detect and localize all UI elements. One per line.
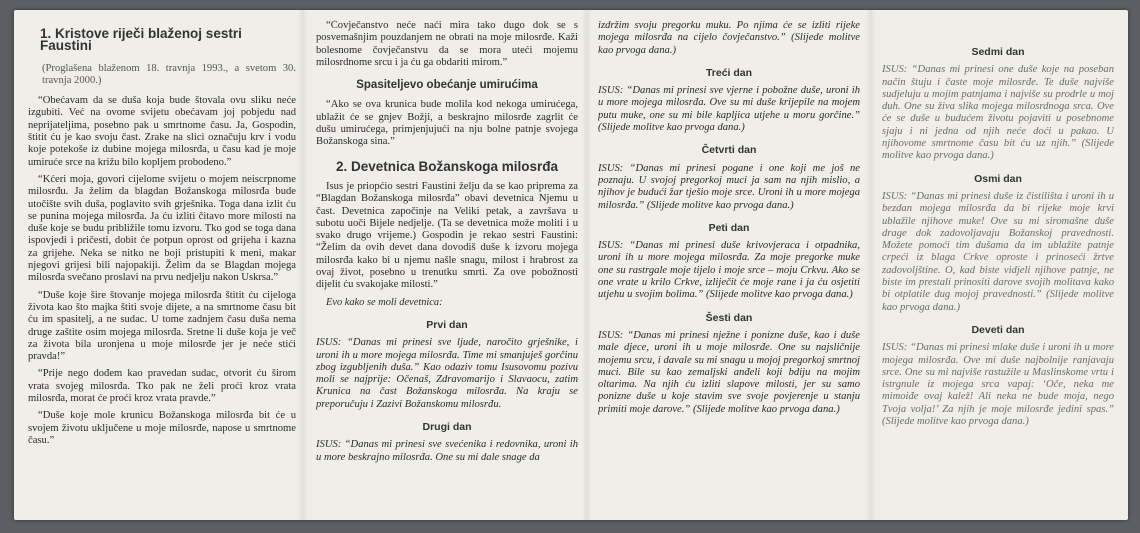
canonization-note: (Proglašena blaženom 18. travnja 1993., a svetom 30. travnja 2000.)	[42, 62, 296, 86]
fold-line	[582, 10, 592, 520]
novena-intro: Isus je priopćio sestri Faustini želju da se kao priprema za “Blagdan Božanskoga milosrđa” obavi devetnica Njemu u čast. Devetnica započinje na Veliki petak, a završava u subotu uoči Bijele nedjelje. (Ta se devetnica može moliti i u svako drugo vrijeme.) Gospodin je rekao sestri Faustini: “Želim da ovih devet dana dovodiš duše k izvoru mojega milosrđa kako bi u njemu našle snagu, milost i hrabrost za ovaj život, posebno u trenutku smrti. Za ove pobožnosti dijelit ću svakojake milosti.”	[316, 180, 578, 291]
day-heading: Šesti dan	[705, 311, 753, 324]
dying-promise-paragraph: “Ako se ova krunica bude molila kod nekoga umirućega, ublažit će se gnjev Božji, a beskrajno milosrđe zagrlit će dušu umirućega, primjenjujući na nju bolne patnje svojega Božanskoga sina.”	[316, 99, 578, 148]
day-text: ISUS: “Danas mi prinesi sve svećenika i redovnika, uroni ih u more beskrajno milosrđa. One su mi dale snage da	[316, 439, 578, 463]
panel-3	[598, 20, 860, 512]
section-title-1: 1. Kristove riječi blaženoj sestri Faustini	[40, 26, 242, 54]
day-text: ISUS: “Danas mi prinesi mlake duše i uroni ih u more mojega milosrđa. Ove mi duše najbolnije ranjavaju srce. One su mi najviše rastužile u Maslinskome vrtu i istrgnule iz mojega srca vapaj: ‘Oče, neka me mimoiđe ovaj kalež! Ali neka ne bude moja, nego Tvoja volja!’ Za njih je moje milosrđe jedini spas.” (Slijede molitve kao prvoga dana.)	[882, 342, 1114, 428]
dying-promise-heading: Spasiteljevo obećanje umirućima	[356, 79, 538, 92]
section-title-2: 2. Devetnica Božanskoga milosrđa	[335, 158, 559, 174]
leaflet-sheet	[14, 10, 1128, 520]
day-heading: Drugi dan	[422, 421, 472, 434]
fold-line	[866, 10, 876, 520]
day-text: ISUS: “Danas mi prinesi nježne i ponizne duše, kao i duše male djece, uroni ih u moje milosrđe. One su najsličnije mojemu srcu, i davale su mi snagu u mojoj pregorkoj smrtnoj muci. Bile su kao zemaljski anđeli koji bdiju na mojim oltarima. Na njih ću izliti slapove milosti, jer su samo ponizne duše u koje stavim sve svoje povjerenje u stanju primiti moje darove.” (Slijede molitve kao prvoga dana.)	[598, 329, 860, 415]
mercy-paragraph: “Čovječanstvo neće naći mira tako dugo dok se s posvemašnjim pouzdanjem ne obrati na moje milosrđe. Kaži bolesnome čovječanstvu da se mora uteći mojemu milosrdnome srcu i ja ću ga obdariti mirom.”	[316, 20, 578, 68]
day-heading: Treći dan	[705, 66, 753, 79]
day-heading: Sedmi dan	[971, 46, 1025, 58]
day-heading: Peti dan	[708, 221, 750, 234]
day-text: ISUS: “Danas mi prinesi pogane i one koji me još ne poznaju. U svojoj pregorkoj muci ja sam na njih mislio, a njihov je budući žar tješio moje srce. Uroni ih u more mojega milosrđa.” (Slijede molitve kao prvoga dana.)	[598, 162, 860, 211]
day-heading: Četvrti dan	[701, 144, 757, 157]
day-text: ISUS: “Danas mi prinesi duše iz čistilišta i uroni ih u bezdan mojega milosrđa da bi rijeke moje krvi ublažile njihove muke! Ove su mi siromašne duše drage dok zadovoljavaju Božanskoj pravednosti. Možete pomoći tim dušama da im ublažite patnje crpeći iz blaga Crkve oproste i prinoseći žrtve zadovoljštine. O, kad biste vidjeli njihove patnje, ne biste im prestali prinositi darove svojih molitava kako bi otplatile dug mojoj pravednosti.” (Slijede molitve kao prvoga dana.)	[882, 190, 1114, 313]
promise-paragraph: “Duše koje mole krunicu Božanskoga milosrđa bit će u svojem životu uključene u moje milosrđe, napose u smrtnome času.”	[28, 410, 296, 446]
promise-paragraph: “Duše koje šire štovanje mojega milosrđa štitit ću cijeloga života kao što majka štiti svoje dijete, a na smrtnome času bit ću im spasitelj, a ne sudac. U tome zadnjem času duša nema druge zaštite osim mojega milosrđa. Sretne li duše koja je več za života bila uronjena u moje milosrđe jer je neće stići pravda!”	[28, 289, 296, 363]
promise-paragraph: “Obećavam da se duša koja bude štovala ovu sliku neće izgubiti. Već na ovome svijetu obećavam joj pobjedu nad neprijateljima, posebno pak u smrtnome času. Ja, Gospodin, štitit ću je kao svoju čast. Zrake na slici označuju krv i vodu koje potekoše iz dubine mojega milosrđa, u času kad je moje umiruće srce na križu bilo kopljem probodeno.”	[28, 95, 296, 168]
fold-line	[298, 10, 308, 520]
promise-paragraph: “Kćeri moja, govori cijelome svijetu o mojem neiscrpnome milosrđu. Ja želim da blagdan Božanskoga milosrđa bude utočište svih duša, poglavito svih grješnika. Toga dana izlit ću se punina mojega milosrđa. Ja ću izliti čitavo more milosti na duše koje se budu približile tomu izvoru. Tko god se toga dana ispovjedi i pričesti, dobit će potpun oprost od grijeha i kazna za grijehe. Neka se nitko ne boji pristupiti k meni, makar njegovi grijesi bili najopakiji. Želim da se Blagdan mojega milosrđa svečano proslavi na prvu nedjelju nakon Uskrsa.”	[28, 173, 296, 284]
day-heading: Osmi dan	[974, 172, 1022, 185]
day-text: ISUS: “Danas mi prinesi sve vjerne i pobožne duše, uroni ih u more mojega milosrđa. Ove su mi duše krijepile na mojem putu muke, one su mi bile kapljica utjehe u moru gorčine.” (Slijede molitve kao prvoga dana.)	[598, 85, 860, 134]
panel-1	[28, 20, 296, 512]
day-text-continued: izdržim svoju pregorku muku. Po njima će se izliti rijeke mojega milosrđa na cijelo čovječanstvo.” (Slijede molitve kao prvoga dana.)	[598, 20, 860, 56]
day-heading: Prvi dan	[426, 318, 468, 331]
day-text: ISUS: “Danas mi prinesi sve ljude, naročito grješnike, i uroni ih u more mojega milosrđa. Time mi smanjuješ gorčinu zbog izgubljenih duša.” Kao odaziv tomu Isusovomu pozivu moli se najprije: Očenaš, Zdravomarijo i Slavaocu, zatim Krunica na čast Božanskoga milosrđa. Na kraju se preporučuju i Zazivi Božanskomu milosrđu.	[316, 337, 578, 410]
how-to-pray-label: Evo kako se moli devetnica:	[326, 296, 443, 308]
day-heading: Deveti dan	[971, 323, 1025, 336]
promise-paragraph: “Prije nego dođem kao pravedan sudac, otvorit ću širom vrata svojeg milosrđa. Tko pak ne želi proći kroz vrata milosrđa, morat će proći kroz vrata pravde.”	[28, 368, 296, 405]
panel-2	[316, 20, 578, 512]
panel-4	[882, 20, 1114, 512]
day-text: ISUS: “Danas mi prinesi duše krivovjeraca i otpadnika, uroni ih u more mojega milosrđa. Za moje pregorke muke one su rastrgale moje tijelo i moje srce – moju Crkvu. Ako se one vrate u krilo Crkve, izliječit će moje rane i ja ću osjetiti utjehu u svojim bolima.” (Slijede molitve kao prvoga dana.)	[598, 240, 860, 301]
day-text: ISUS: “Danas mi prinesi one duše koje na poseban način štuju i časte moje milosrđe. Te duše najviše sudjeluju u mojim patnjama i najviše su prodrle u moj duh. One su živa slika mojega milosrdnoga srca. Ove će se duše u budućem životu pojaviti u posebnome sjaju i ni jedna od njih neće doći u pakao. U njihovome smrtnome času bit ću uz njih.” (Slijede molitve kao prvoga dana.)	[882, 64, 1114, 162]
